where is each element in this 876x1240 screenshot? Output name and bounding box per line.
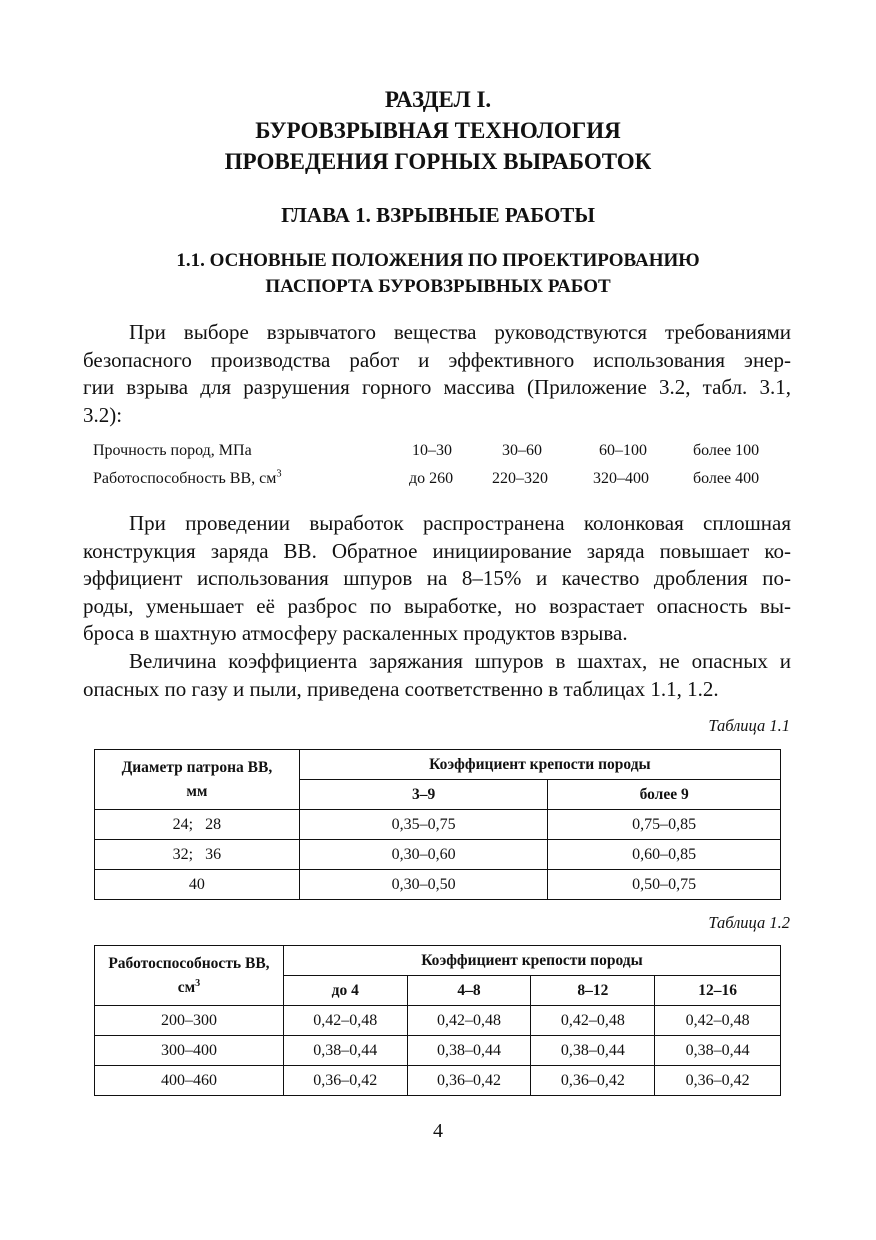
paragraph-line: При проведении выработок распространена колонковая сплошная <box>129 511 791 535</box>
table-cell: 0,36–0,42 <box>531 1066 655 1096</box>
paragraph-line: Величина коэффициента заряжания шпуров в шахтах, не опасных и <box>129 649 791 673</box>
table1-group-header: Коэффициент крепости породы <box>299 750 780 780</box>
table1-caption: Таблица 1.1 <box>708 716 790 735</box>
table-cell: 0,42–0,48 <box>531 1006 655 1036</box>
paragraph-line: 3.2): <box>83 402 123 427</box>
paragraph-line: броса в шахтную атмосферу раскаленных продуктов взрыва. <box>83 621 628 645</box>
table2-subheader: до 4 <box>283 976 407 1006</box>
strength-value: 10–30 <box>412 442 452 459</box>
table1-col1-header: Диаметр патрона ВВ, мм <box>95 750 300 810</box>
table-cell: 200–300 <box>95 1006 284 1036</box>
table-cell: 24; 28 <box>95 810 300 840</box>
section-title: РАЗДЕЛ I. <box>384 87 492 112</box>
paragraph-line: опасных по газу и пыли, приведена соответственно в таблицах 1.1, 1.2. <box>83 676 719 701</box>
table-cell: 0,42–0,48 <box>283 1006 407 1036</box>
table-row <box>95 1066 781 1096</box>
paragraph-charge-design <box>83 510 791 648</box>
table-cell: 300–400 <box>95 1036 284 1066</box>
page-number: 4 <box>433 1120 443 1142</box>
subsection-heading <box>0 248 876 300</box>
table-cell: 0,30–0,60 <box>299 840 548 870</box>
section-subtitle-line2: ПРОВЕДЕНИЯ ГОРНЫХ ВЫРАБОТОК <box>224 149 652 174</box>
table-row <box>95 870 781 900</box>
table-cell: 400–460 <box>95 1066 284 1096</box>
table-cell: 0,38–0,44 <box>531 1036 655 1066</box>
table-cell: 0,42–0,48 <box>407 1006 531 1036</box>
table-cell: 0,50–0,75 <box>548 870 781 900</box>
table-row <box>95 810 781 840</box>
capacity-label <box>93 470 282 488</box>
table2-group-header: Коэффициент крепости породы <box>283 946 780 976</box>
subsection-title-line2: ПАСПОРТА БУРОВЗРЫВНЫХ РАБОТ <box>265 276 611 297</box>
table-1-2 <box>94 945 781 1096</box>
paragraph-line: роды, уменьшает её разброс по выработке, но возрастает опасность вы- <box>83 593 791 618</box>
capacity-value: 320–400 <box>593 470 649 487</box>
table1-subheader: 3–9 <box>299 780 548 810</box>
table-cell: 0,42–0,48 <box>655 1006 781 1036</box>
table-cell: 0,36–0,42 <box>655 1066 781 1096</box>
table2-col1-unit-sup: 3 <box>195 977 201 989</box>
capacity-unit-sup: 3 <box>276 468 282 480</box>
table-cell: 0,30–0,50 <box>299 870 548 900</box>
table-row <box>95 1006 781 1036</box>
capacity-value: более 400 <box>693 470 760 487</box>
strength-value: более 100 <box>693 442 760 459</box>
table-cell: 0,38–0,44 <box>407 1036 531 1066</box>
paragraph-line: При выборе взрывчатого вещества руководствуются требованиями <box>129 320 791 344</box>
capacity-value: до 260 <box>409 470 454 487</box>
chapter-heading: ГЛАВА 1. ВЗРЫВНЫЕ РАБОТЫ <box>281 203 595 227</box>
capacity-value: 220–320 <box>492 470 548 487</box>
strength-label: Прочность пород, МПа <box>93 442 252 459</box>
capacity-label-text: Работоспособность ВВ, см <box>93 470 277 487</box>
table-cell: 0,36–0,42 <box>283 1066 407 1096</box>
table1-subheader: более 9 <box>548 780 781 810</box>
paragraph-explosive-choice <box>83 319 791 429</box>
strength-value: 60–100 <box>599 442 647 459</box>
table-cell: 0,38–0,44 <box>283 1036 407 1066</box>
table-cell: 0,36–0,42 <box>407 1066 531 1096</box>
table-row <box>95 840 781 870</box>
table-cell: 0,75–0,85 <box>548 810 781 840</box>
table-cell: 40 <box>95 870 300 900</box>
table2-subheader: 8–12 <box>531 976 655 1006</box>
table2-caption: Таблица 1.2 <box>708 913 790 932</box>
strength-value: 30–60 <box>502 442 542 459</box>
paragraph-line: безопасного производства работ и эффективного использования энер- <box>83 347 791 372</box>
table2-col1-header <box>95 946 284 1006</box>
table-row <box>95 1036 781 1066</box>
subsection-title-line1: 1.1. ОСНОВНЫЕ ПОЛОЖЕНИЯ ПО ПРОЕКТИРОВАНИЮ <box>176 250 700 271</box>
paragraph-line: конструкция заряда ВВ. Обратное инициирование заряда повышает ко- <box>83 538 791 563</box>
paragraph-loading-coefficient <box>83 648 791 703</box>
table-1-1 <box>94 749 781 900</box>
table2-subheader: 4–8 <box>407 976 531 1006</box>
table-cell: 0,60–0,85 <box>548 840 781 870</box>
paragraph-line: эффициент использования шпуров на 8–15% и качество дробления по- <box>83 566 791 590</box>
table2-col1-header-text: Работоспособность ВВ, см <box>108 954 270 996</box>
section-heading <box>0 84 876 177</box>
table-cell: 0,38–0,44 <box>655 1036 781 1066</box>
section-subtitle-line1: БУРОВЗРЫВНАЯ ТЕХНОЛОГИЯ <box>255 118 621 143</box>
table-cell: 32; 36 <box>95 840 300 870</box>
table2-subheader: 12–16 <box>655 976 781 1006</box>
table-cell: 0,35–0,75 <box>299 810 548 840</box>
paragraph-line: гии взрыва для разрушения горного массива (Приложение 3.2, табл. 3.1, <box>83 375 791 399</box>
